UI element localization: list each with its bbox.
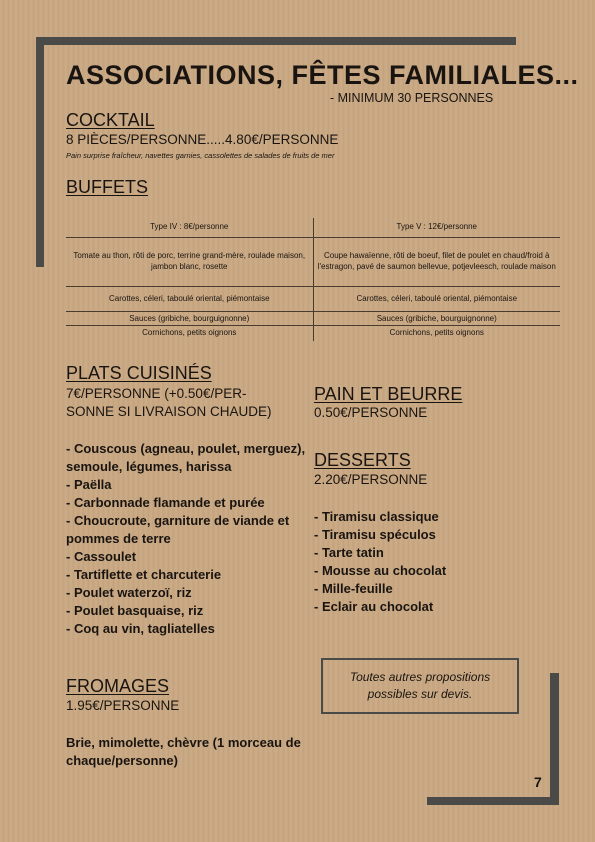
frame-bottom-bar bbox=[427, 797, 559, 805]
desserts-heading: DESSERTS bbox=[314, 450, 411, 470]
buffets-salads-row bbox=[66, 287, 560, 312]
list-item: - Cassoulet bbox=[66, 549, 137, 564]
list-item: - Tartiflette et charcuterie bbox=[66, 567, 222, 582]
type4-header: Type IV : 8€/personne bbox=[66, 218, 313, 238]
plats-price-line2: SONNE SI LIVRAISON CHAUDE) bbox=[66, 404, 272, 419]
list-item: - Carbonnade flamande et purée bbox=[66, 495, 265, 510]
buffets-table bbox=[66, 218, 560, 341]
list-item: - Tiramisu spéculos bbox=[314, 527, 436, 542]
pain-price: 0.50€/PERSONNE bbox=[314, 405, 428, 420]
desserts-list bbox=[314, 508, 544, 616]
devis-text: Toutes autres propositions possibles sur devis. bbox=[349, 670, 491, 701]
fromages-heading: FROMAGES bbox=[66, 676, 170, 696]
list-item: - Coq au vin, tagliatelles bbox=[66, 621, 215, 636]
plats-price-line1: 7€/PERSONNE (+0.50€/PER- bbox=[66, 386, 247, 401]
frame-top-bar bbox=[36, 37, 516, 45]
page-title: ASSOCIATIONS, FÊTES FAMILIALES... bbox=[66, 60, 579, 90]
list-item: - Tarte tatin bbox=[314, 545, 384, 560]
type4-salads: Carottes, céleri, taboulé oriental, piémontaise bbox=[66, 287, 313, 312]
type5-salads: Carottes, céleri, taboulé oriental, piémontaise bbox=[313, 287, 560, 312]
type4-mains: Tomate au thon, rôti de porc, terrine grand-mère, roulade maison, jambon blanc, rosette bbox=[66, 238, 313, 287]
list-item: - Mousse au chocolat bbox=[314, 563, 447, 578]
cocktail-heading: COCKTAIL bbox=[66, 110, 155, 130]
frame-left-bar bbox=[36, 37, 44, 267]
type5-header: Type V : 12€/personne bbox=[313, 218, 560, 238]
type4-sauces: Sauces (gribiche, bourguignonne) bbox=[66, 312, 313, 326]
list-item: - Eclair au chocolat bbox=[314, 599, 434, 614]
buffets-condiments-row bbox=[66, 326, 560, 342]
page-subtitle: - MINIMUM 30 PERSONNES bbox=[330, 91, 494, 105]
fromages-description: Brie, mimolette, chèvre (1 morceau de chaque/personne) bbox=[66, 735, 301, 768]
list-item: - Mille-feuille bbox=[314, 581, 393, 596]
list-item: - Poulet waterzoï, riz bbox=[66, 585, 192, 600]
type5-condiments: Cornichons, petits oignons bbox=[389, 328, 484, 338]
plats-list bbox=[66, 440, 306, 638]
type5-mains: Coupe hawaïenne, rôti de boeuf, filet de poulet en chaud/froid à l'estragon, pavé de saumon bellevue, potjevleesch, roulade maison bbox=[317, 251, 556, 271]
desserts-price: 2.20€/PERSONNE bbox=[314, 472, 428, 487]
list-item: - Paëlla bbox=[66, 477, 112, 492]
type4-condiments: Cornichons, petits oignons bbox=[66, 326, 313, 342]
devis-box bbox=[321, 658, 519, 714]
buffets-sauces-row bbox=[66, 312, 560, 326]
plats-heading: PLATS CUISINÉS bbox=[66, 363, 212, 383]
list-item: - Couscous (agneau, poulet, merguez), semoule, légumes, harissa bbox=[66, 441, 306, 474]
fromages-price: 1.95€/PERSONNE bbox=[66, 698, 180, 713]
list-item: - Choucroute, garniture de viande et pommes de terre bbox=[66, 513, 290, 546]
buffets-mains-row bbox=[66, 238, 560, 287]
page-number: 7 bbox=[534, 774, 542, 790]
frame-right-bar bbox=[550, 673, 559, 805]
buffets-header-row bbox=[66, 218, 560, 238]
list-item: - Tiramisu classique bbox=[314, 509, 439, 524]
cocktail-price: 8 PIÈCES/PERSONNE.....4.80€/PERSONNE bbox=[66, 132, 339, 147]
pain-heading: PAIN ET BEURRE bbox=[314, 384, 463, 404]
cocktail-note: Pain surprise fraîcheur, navettes garnies, cassolettes de salades de fruits de mer bbox=[66, 151, 335, 160]
type5-sauces: Sauces (gribiche, bourguignonne) bbox=[313, 312, 560, 326]
list-item: - Poulet basquaise, riz bbox=[66, 603, 204, 618]
buffets-heading: BUFFETS bbox=[66, 177, 149, 197]
plats-price bbox=[66, 385, 272, 421]
